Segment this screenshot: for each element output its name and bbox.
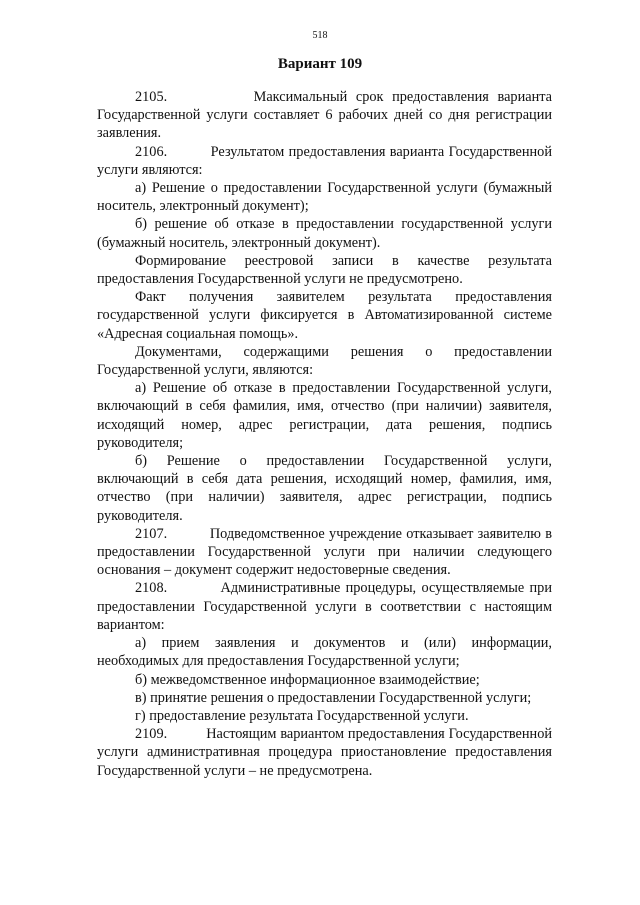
- page-title: Вариант 109: [277, 56, 363, 72]
- list-item-result-a: а) Решение о предоставлении Государственной услуги (бумажный носитель, электронный документ);: [97, 180, 552, 215]
- list-item-document-b: б) Решение о предоставлении Государственной услуги, включающий в себя дата решения, исходящий номер, фамилия, имя, отчество (при наличии) заявителя, адрес регистрации, подпись руководителя.: [97, 453, 552, 524]
- paragraph-2108: 2108. Административные процедуры, осуществляемые при предоставлении Государственной услуги в соответствии с настоящим вариантом:: [97, 580, 552, 633]
- list-item-procedure-a: а) прием заявления и документов и (или) информации, необходимых для предоставления Государственной услуги;: [97, 635, 552, 670]
- paragraph-documents: Документами, содержащими решения о предоставлении Государственной услуги, являются:: [97, 343, 552, 379]
- list-item-result-b: б) решение об отказе в предоставлении государственной услуги (бумажный носитель, электронный документ).: [97, 216, 552, 251]
- list-item-procedure-c: в) принятие решения о предоставлении Государственной услуги;: [135, 689, 532, 706]
- document-body: [97, 88, 552, 780]
- list-item-document-a: а) Решение об отказе в предоставлении Государственной услуги, включающий в себя фамилия, имя, отчество (при наличии) заявителя, исходящий номер, адрес регистрации, дата решения, подпись руководителя;: [97, 380, 552, 451]
- paragraph-2105: 2105. Максимальный срок предоставления варианта Государственной услуги составляет 6 рабочих дней со дня регистрации заявления.: [97, 89, 552, 142]
- list-item-procedure-b: б) межведомственное информационное взаимодействие;: [135, 671, 480, 688]
- paragraph-registry-record: Формирование реестровой записи в качестве результата предоставления Государственной услуги не предусмотрено.: [97, 252, 552, 288]
- paragraph-2107: 2107. Подведомственное учреждение отказывает заявителю в предоставлении Государственной услуги при наличии следующего основания – документ содержит недостоверные сведения.: [97, 525, 552, 579]
- paragraph-2106: 2106. Результатом предоставления варианта Государственной услуги являются:: [97, 143, 552, 178]
- list-item-procedure-d: г) предоставление результата Государственной услуги.: [135, 707, 469, 724]
- paragraph-2109: 2109. Настоящим вариантом предоставления Государственной услуги административная процедура приостановление предоставления Государственной услуги – не предусмотрена.: [97, 726, 552, 779]
- paragraph-result-fact: Факт получения заявителем результата предоставления государственной услуги фиксируется в Автоматизированной системе «Адресная социальная помощь».: [97, 289, 552, 342]
- page-number: 518: [312, 30, 328, 41]
